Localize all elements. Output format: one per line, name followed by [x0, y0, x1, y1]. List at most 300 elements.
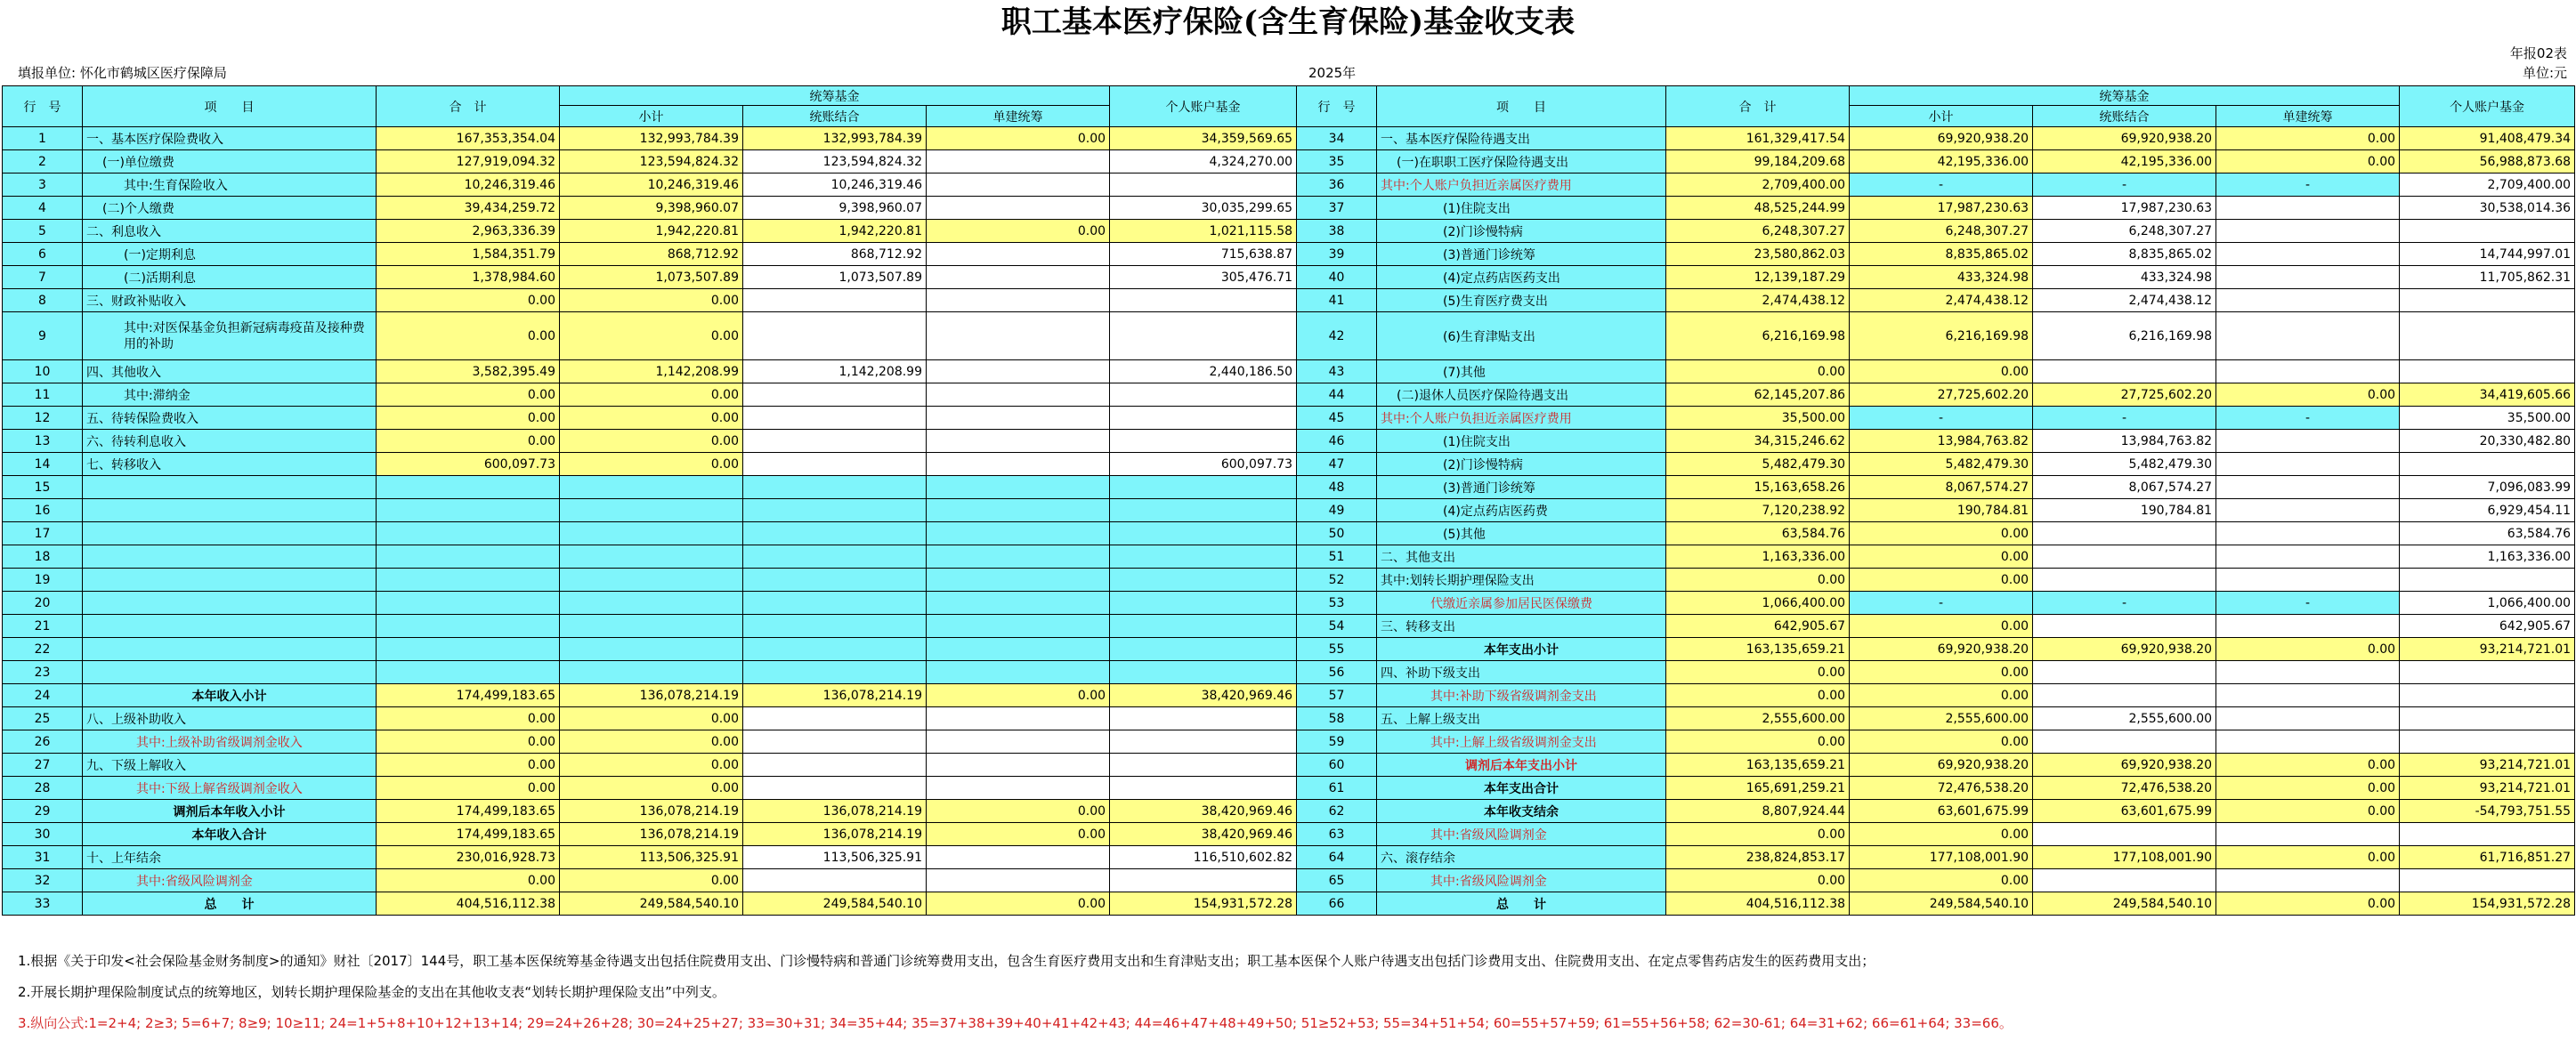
subtotal-cell[interactable]: 249,584,540.10 — [560, 892, 743, 916]
unified-cell[interactable]: 249,584,540.10 — [743, 892, 927, 916]
total-cell[interactable]: 0.00 — [377, 730, 560, 754]
row-number: 54 — [1297, 615, 1377, 638]
total-cell[interactable]: 127,919,094.32 — [377, 150, 560, 174]
subtotal-cell[interactable]: 69,920,938.20 — [1850, 638, 2033, 661]
total-cell[interactable]: 165,691,259.21 — [1666, 777, 1850, 800]
single-cell[interactable] — [927, 430, 1110, 453]
personal-cell[interactable]: 91,408,479.34 — [2400, 127, 2575, 150]
subtotal-cell[interactable]: 0.00 — [560, 754, 743, 777]
personal-cell[interactable] — [2400, 289, 2575, 312]
personal-cell[interactable] — [1110, 777, 1297, 800]
total-cell[interactable]: 12,139,187.29 — [1666, 266, 1850, 289]
subtotal-cell[interactable]: 10,246,319.46 — [560, 174, 743, 197]
row-number: 36 — [1297, 174, 1377, 197]
subtotal-cell[interactable]: 0.00 — [560, 707, 743, 730]
table-row — [3, 777, 2575, 800]
total-cell[interactable]: 63,584.76 — [1666, 522, 1850, 545]
single-cell[interactable] — [927, 754, 1110, 777]
subtotal-cell[interactable]: 6,216,169.98 — [1850, 312, 2033, 360]
single-cell[interactable] — [927, 846, 1110, 869]
personal-cell[interactable] — [2400, 707, 2575, 730]
personal-cell[interactable]: -54,793,751.55 — [2400, 800, 2575, 823]
total-cell[interactable]: 0.00 — [1666, 823, 1850, 846]
personal-cell[interactable]: 154,931,572.28 — [2400, 892, 2575, 916]
unified-cell — [743, 499, 927, 522]
single-cell[interactable] — [2216, 730, 2400, 754]
personal-cell[interactable]: 7,096,083.99 — [2400, 476, 2575, 499]
subtotal-cell[interactable]: 8,835,865.02 — [1850, 243, 2033, 266]
total-cell[interactable]: 10,246,319.46 — [377, 174, 560, 197]
personal-cell[interactable]: 6,929,454.11 — [2400, 499, 2575, 522]
single-cell[interactable] — [927, 243, 1110, 266]
personal-cell[interactable] — [2400, 730, 2575, 754]
total-cell — [377, 592, 560, 615]
single-cell — [927, 499, 1110, 522]
row-number: 33 — [3, 892, 83, 916]
total-cell[interactable]: 0.00 — [377, 383, 560, 407]
personal-cell[interactable]: 1,066,400.00 — [2400, 592, 2575, 615]
total-cell[interactable]: 1,066,400.00 — [1666, 592, 1850, 615]
personal-cell[interactable]: 20,330,482.80 — [2400, 430, 2575, 453]
personal-cell[interactable]: 2,440,186.50 — [1110, 360, 1297, 383]
subtotal-cell[interactable]: 63,601,675.99 — [1850, 800, 2033, 823]
unified-cell[interactable]: 123,594,824.32 — [743, 150, 927, 174]
single-cell[interactable]: 0.00 — [2216, 846, 2400, 869]
unified-cell[interactable]: 433,324.98 — [2033, 266, 2216, 289]
unified-cell[interactable] — [743, 289, 927, 312]
single-cell[interactable]: 0.00 — [2216, 777, 2400, 800]
unified-cell[interactable]: 69,920,938.20 — [2033, 638, 2216, 661]
single-cell[interactable] — [2216, 289, 2400, 312]
row-item-label: 二、利息收入 — [83, 220, 377, 243]
unified-cell[interactable] — [743, 312, 927, 360]
total-cell[interactable]: 1,378,984.60 — [377, 266, 560, 289]
total-cell[interactable]: 0.00 — [377, 289, 560, 312]
single-cell[interactable] — [2216, 360, 2400, 383]
subtotal-cell[interactable]: 0.00 — [1850, 360, 2033, 383]
unified-cell[interactable]: 113,506,325.91 — [743, 846, 927, 869]
subtotal-cell[interactable]: 5,482,479.30 — [1850, 453, 2033, 476]
single-cell[interactable] — [927, 360, 1110, 383]
subtotal-cell[interactable]: 0.00 — [1850, 522, 2033, 545]
personal-cell[interactable]: 38,420,969.46 — [1110, 823, 1297, 846]
personal-cell[interactable] — [2400, 453, 2575, 476]
total-cell[interactable]: 23,580,862.03 — [1666, 243, 1850, 266]
single-cell[interactable] — [2216, 243, 2400, 266]
single-cell[interactable] — [2216, 266, 2400, 289]
total-cell[interactable]: 0.00 — [1666, 661, 1850, 684]
total-cell[interactable]: 2,709,400.00 — [1666, 174, 1850, 197]
single-cell[interactable] — [927, 777, 1110, 800]
subtotal-cell[interactable]: 433,324.98 — [1850, 266, 2033, 289]
unified-cell[interactable]: 27,725,602.20 — [2033, 383, 2216, 407]
unified-cell[interactable] — [743, 869, 927, 892]
subtotal-cell[interactable]: 42,195,336.00 — [1850, 150, 2033, 174]
subtotal-cell[interactable]: 0.00 — [1850, 661, 2033, 684]
single-cell[interactable] — [2216, 220, 2400, 243]
single-cell[interactable] — [927, 174, 1110, 197]
unified-cell[interactable] — [743, 777, 927, 800]
unified-cell[interactable]: 5,482,479.30 — [2033, 453, 2216, 476]
personal-cell[interactable]: 2,709,400.00 — [2400, 174, 2575, 197]
single-cell[interactable] — [927, 730, 1110, 754]
single-cell[interactable] — [2216, 197, 2400, 220]
total-cell[interactable]: 0.00 — [1666, 569, 1850, 592]
single-cell[interactable]: 0.00 — [2216, 754, 2400, 777]
single-cell — [927, 661, 1110, 684]
subtotal-cell[interactable]: 249,584,540.10 — [1850, 892, 2033, 916]
total-cell[interactable]: 3,582,395.49 — [377, 360, 560, 383]
personal-cell[interactable]: 600,097.73 — [1110, 453, 1297, 476]
unified-cell[interactable] — [743, 453, 927, 476]
unified-cell[interactable]: 13,984,763.82 — [2033, 430, 2216, 453]
subtotal-cell[interactable]: 136,078,214.19 — [560, 800, 743, 823]
personal-cell[interactable] — [2400, 569, 2575, 592]
unified-cell[interactable]: 69,920,938.20 — [2033, 754, 2216, 777]
single-cell[interactable]: 0.00 — [927, 220, 1110, 243]
total-cell[interactable]: 238,824,853.17 — [1666, 846, 1850, 869]
subtotal-cell[interactable]: 9,398,960.07 — [560, 197, 743, 220]
total-cell[interactable]: 1,163,336.00 — [1666, 545, 1850, 569]
single-cell[interactable] — [927, 289, 1110, 312]
personal-cell[interactable]: 1,021,115.58 — [1110, 220, 1297, 243]
total-cell[interactable]: 163,135,659.21 — [1666, 754, 1850, 777]
unified-cell[interactable] — [2033, 522, 2216, 545]
single-cell[interactable]: 0.00 — [2216, 892, 2400, 916]
personal-cell[interactable]: 30,538,014.36 — [2400, 197, 2575, 220]
subtotal-cell: - — [1850, 592, 2033, 615]
personal-cell[interactable]: 1,163,336.00 — [2400, 545, 2575, 569]
subtotal-cell[interactable]: 190,784.81 — [1850, 499, 2033, 522]
personal-cell[interactable]: 56,988,873.68 — [2400, 150, 2575, 174]
personal-cell[interactable]: 93,214,721.01 — [2400, 754, 2575, 777]
subtotal-cell[interactable]: 0.00 — [1850, 615, 2033, 638]
single-cell[interactable] — [2216, 707, 2400, 730]
single-cell[interactable]: 0.00 — [927, 684, 1110, 707]
total-cell[interactable]: 99,184,209.68 — [1666, 150, 1850, 174]
total-cell[interactable]: 0.00 — [377, 754, 560, 777]
subtotal-cell[interactable]: 13,984,763.82 — [1850, 430, 2033, 453]
unified-cell[interactable]: 72,476,538.20 — [2033, 777, 2216, 800]
unified-cell[interactable] — [2033, 615, 2216, 638]
personal-cell[interactable] — [2400, 869, 2575, 892]
single-cell[interactable]: 0.00 — [2216, 638, 2400, 661]
single-cell[interactable]: 0.00 — [927, 892, 1110, 916]
unified-cell[interactable]: 42,195,336.00 — [2033, 150, 2216, 174]
unified-cell[interactable]: 868,712.92 — [743, 243, 927, 266]
subtotal-cell[interactable]: 0.00 — [560, 453, 743, 476]
total-cell[interactable]: 174,499,183.65 — [377, 684, 560, 707]
total-cell[interactable]: 0.00 — [377, 312, 560, 360]
subtotal-cell[interactable]: 136,078,214.19 — [560, 684, 743, 707]
single-cell[interactable]: 0.00 — [2216, 127, 2400, 150]
subtotal-cell[interactable]: 1,942,220.81 — [560, 220, 743, 243]
subtotal-cell[interactable]: 8,067,574.27 — [1850, 476, 2033, 499]
subtotal-cell[interactable]: 868,712.92 — [560, 243, 743, 266]
single-cell — [927, 522, 1110, 545]
total-cell[interactable]: 35,500.00 — [1666, 407, 1850, 430]
subtotal-cell[interactable]: 2,555,600.00 — [1850, 707, 2033, 730]
subtotal-cell[interactable]: 132,993,784.39 — [560, 127, 743, 150]
total-cell[interactable]: 2,963,336.39 — [377, 220, 560, 243]
single-cell[interactable] — [927, 266, 1110, 289]
personal-cell[interactable]: 14,744,997.01 — [2400, 243, 2575, 266]
personal-cell[interactable] — [1110, 730, 1297, 754]
total-cell[interactable]: 0.00 — [377, 430, 560, 453]
subtotal-cell[interactable]: 69,920,938.20 — [1850, 754, 2033, 777]
single-cell[interactable] — [927, 707, 1110, 730]
total-cell[interactable]: 163,135,659.21 — [1666, 638, 1850, 661]
personal-cell[interactable] — [1110, 407, 1297, 430]
total-cell[interactable]: 174,499,183.65 — [377, 823, 560, 846]
total-cell[interactable]: 1,584,351.79 — [377, 243, 560, 266]
unified-cell[interactable]: 17,987,230.63 — [2033, 197, 2216, 220]
total-cell[interactable]: 6,248,307.27 — [1666, 220, 1850, 243]
unified-cell[interactable] — [743, 383, 927, 407]
personal-cell[interactable] — [2400, 823, 2575, 846]
personal-cell[interactable] — [1110, 869, 1297, 892]
subtotal-cell[interactable]: 0.00 — [1850, 684, 2033, 707]
personal-cell[interactable]: 38,420,969.46 — [1110, 684, 1297, 707]
total-cell[interactable]: 230,016,928.73 — [377, 846, 560, 869]
single-cell[interactable] — [2216, 312, 2400, 360]
personal-cell[interactable]: 154,931,572.28 — [1110, 892, 1297, 916]
personal-cell[interactable]: 305,476.71 — [1110, 266, 1297, 289]
total-cell[interactable]: 174,499,183.65 — [377, 800, 560, 823]
total-cell[interactable]: 161,329,417.54 — [1666, 127, 1850, 150]
unified-cell[interactable]: 1,942,220.81 — [743, 220, 927, 243]
unified-cell[interactable]: 63,601,675.99 — [2033, 800, 2216, 823]
single-cell[interactable] — [2216, 476, 2400, 499]
single-cell[interactable] — [927, 383, 1110, 407]
subtotal-cell[interactable]: 0.00 — [560, 869, 743, 892]
unified-cell[interactable] — [743, 430, 927, 453]
single-cell — [927, 592, 1110, 615]
single-cell[interactable]: 0.00 — [2216, 383, 2400, 407]
unified-cell[interactable]: 9,398,960.07 — [743, 197, 927, 220]
personal-cell[interactable] — [2400, 220, 2575, 243]
single-cell[interactable] — [2216, 569, 2400, 592]
single-cell[interactable] — [927, 197, 1110, 220]
personal-cell[interactable]: 38,420,969.46 — [1110, 800, 1297, 823]
unified-cell[interactable]: 136,078,214.19 — [743, 684, 927, 707]
single-cell[interactable] — [927, 312, 1110, 360]
personal-cell[interactable]: 30,035,299.65 — [1110, 197, 1297, 220]
unified-cell[interactable]: 69,920,938.20 — [2033, 127, 2216, 150]
unified-cell[interactable] — [2033, 730, 2216, 754]
unified-cell[interactable]: 8,067,574.27 — [2033, 476, 2216, 499]
total-cell[interactable]: 2,555,600.00 — [1666, 707, 1850, 730]
total-cell[interactable]: 167,353,354.04 — [377, 127, 560, 150]
row-item-label: 四、其他收入 — [83, 360, 377, 383]
single-cell[interactable] — [2216, 430, 2400, 453]
subtotal-cell[interactable]: 0.00 — [1850, 545, 2033, 569]
single-cell[interactable]: 0.00 — [927, 823, 1110, 846]
single-cell[interactable]: 0.00 — [927, 127, 1110, 150]
total-cell[interactable]: 404,516,112.38 — [377, 892, 560, 916]
single-cell[interactable] — [2216, 453, 2400, 476]
subtotal-cell[interactable]: 69,920,938.20 — [1850, 127, 2033, 150]
personal-cell[interactable] — [1110, 754, 1297, 777]
total-cell[interactable]: 0.00 — [377, 777, 560, 800]
unified-cell[interactable]: 8,835,865.02 — [2033, 243, 2216, 266]
unified-cell[interactable] — [2033, 360, 2216, 383]
subtotal-cell[interactable]: 0.00 — [560, 289, 743, 312]
total-cell[interactable]: 5,482,479.30 — [1666, 453, 1850, 476]
row-item-label: 本年支出合计 — [1377, 777, 1666, 800]
row-number: 47 — [1297, 453, 1377, 476]
personal-cell[interactable]: 642,905.67 — [2400, 615, 2575, 638]
unified-cell[interactable]: 190,784.81 — [2033, 499, 2216, 522]
unified-cell[interactable] — [743, 754, 927, 777]
unified-cell[interactable]: 1,142,208.99 — [743, 360, 927, 383]
unified-cell[interactable] — [743, 730, 927, 754]
single-cell[interactable]: 0.00 — [2216, 150, 2400, 174]
single-cell[interactable] — [2216, 522, 2400, 545]
single-cell[interactable]: 0.00 — [927, 800, 1110, 823]
total-cell[interactable]: 15,163,658.26 — [1666, 476, 1850, 499]
personal-cell[interactable]: 61,716,851.27 — [2400, 846, 2575, 869]
subtotal-cell[interactable]: 17,987,230.63 — [1850, 197, 2033, 220]
total-cell[interactable]: 6,216,169.98 — [1666, 312, 1850, 360]
total-cell[interactable]: 600,097.73 — [377, 453, 560, 476]
row-number: 65 — [1297, 869, 1377, 892]
single-cell[interactable] — [2216, 615, 2400, 638]
total-cell[interactable]: 642,905.67 — [1666, 615, 1850, 638]
unified-cell[interactable] — [2033, 661, 2216, 684]
personal-cell[interactable] — [2400, 360, 2575, 383]
subtotal-cell[interactable]: 0.00 — [560, 777, 743, 800]
unified-cell[interactable]: 2,555,600.00 — [2033, 707, 2216, 730]
single-cell[interactable] — [2216, 545, 2400, 569]
subtotal-cell — [560, 592, 743, 615]
subtotal-cell[interactable]: 0.00 — [560, 312, 743, 360]
unified-cell[interactable]: 177,108,001.90 — [2033, 846, 2216, 869]
personal-cell[interactable]: 93,214,721.01 — [2400, 777, 2575, 800]
personal-cell[interactable] — [1110, 289, 1297, 312]
single-cell[interactable] — [927, 407, 1110, 430]
subtotal-cell[interactable]: 72,476,538.20 — [1850, 777, 2033, 800]
personal-cell[interactable]: 93,214,721.01 — [2400, 638, 2575, 661]
personal-cell[interactable] — [2400, 684, 2575, 707]
unified-cell[interactable] — [743, 707, 927, 730]
single-cell[interactable] — [2216, 823, 2400, 846]
unified-cell[interactable]: 2,474,438.12 — [2033, 289, 2216, 312]
unified-cell[interactable]: 6,248,307.27 — [2033, 220, 2216, 243]
personal-cell[interactable] — [2400, 661, 2575, 684]
single-cell[interactable] — [927, 150, 1110, 174]
subtotal-cell[interactable]: 0.00 — [560, 383, 743, 407]
personal-cell[interactable] — [1110, 430, 1297, 453]
subtotal-cell[interactable]: 0.00 — [560, 430, 743, 453]
total-cell[interactable]: 7,120,238.92 — [1666, 499, 1850, 522]
total-cell[interactable]: 8,807,924.44 — [1666, 800, 1850, 823]
personal-cell[interactable]: 715,638.87 — [1110, 243, 1297, 266]
subtotal-cell[interactable]: 136,078,214.19 — [560, 823, 743, 846]
row-item-label: 本年收入合计 — [83, 823, 377, 846]
subtotal-cell[interactable]: 1,142,208.99 — [560, 360, 743, 383]
subtotal-cell[interactable]: 0.00 — [560, 730, 743, 754]
total-cell[interactable]: 0.00 — [1666, 869, 1850, 892]
unified-cell[interactable] — [743, 407, 927, 430]
personal-cell[interactable]: 11,705,862.31 — [2400, 266, 2575, 289]
unified-cell[interactable] — [2033, 869, 2216, 892]
subtotal-cell[interactable]: 0.00 — [560, 407, 743, 430]
unified-cell[interactable]: 132,993,784.39 — [743, 127, 927, 150]
single-cell[interactable] — [2216, 499, 2400, 522]
total-cell[interactable]: 0.00 — [377, 407, 560, 430]
single-cell[interactable] — [927, 869, 1110, 892]
single-cell[interactable]: 0.00 — [2216, 800, 2400, 823]
row-item-label: 其中:滞纳金 — [83, 383, 377, 407]
row-item-label: 一、基本医疗保险费收入 — [83, 127, 377, 150]
personal-cell[interactable]: 116,510,602.82 — [1110, 846, 1297, 869]
total-cell[interactable]: 0.00 — [1666, 684, 1850, 707]
personal-cell[interactable] — [1110, 383, 1297, 407]
total-cell[interactable]: 62,145,207.86 — [1666, 383, 1850, 407]
subtotal-cell[interactable]: 0.00 — [1850, 869, 2033, 892]
personal-cell[interactable]: 34,419,605.66 — [2400, 383, 2575, 407]
unified-cell[interactable]: 136,078,214.19 — [743, 823, 927, 846]
single-cell[interactable] — [2216, 869, 2400, 892]
single-cell[interactable] — [2216, 684, 2400, 707]
total-cell[interactable]: 34,315,246.62 — [1666, 430, 1850, 453]
unified-cell[interactable] — [2033, 684, 2216, 707]
subtotal-cell[interactable]: 1,073,507.89 — [560, 266, 743, 289]
personal-cell[interactable]: 34,359,569.65 — [1110, 127, 1297, 150]
single-cell[interactable] — [927, 453, 1110, 476]
single-cell[interactable] — [2216, 661, 2400, 684]
personal-cell[interactable] — [1110, 174, 1297, 197]
personal-cell[interactable] — [2400, 312, 2575, 360]
unified-cell[interactable]: 6,216,169.98 — [2033, 312, 2216, 360]
table-row — [3, 869, 2575, 892]
total-cell[interactable]: 39,434,259.72 — [377, 197, 560, 220]
unified-cell[interactable]: 249,584,540.10 — [2033, 892, 2216, 916]
single-cell — [927, 638, 1110, 661]
personal-cell[interactable]: 35,500.00 — [2400, 407, 2575, 430]
unified-cell[interactable] — [2033, 545, 2216, 569]
total-cell[interactable]: 404,516,112.38 — [1666, 892, 1850, 916]
row-item-label: (5)其他 — [1377, 522, 1666, 545]
unified-cell[interactable] — [2033, 823, 2216, 846]
subtotal-cell[interactable]: 123,594,824.32 — [560, 150, 743, 174]
personal-cell[interactable] — [1110, 707, 1297, 730]
total-cell[interactable]: 2,474,438.12 — [1666, 289, 1850, 312]
subtotal-cell[interactable]: 0.00 — [1850, 730, 2033, 754]
total-cell[interactable]: 0.00 — [377, 707, 560, 730]
subtotal-cell[interactable]: 2,474,438.12 — [1850, 289, 2033, 312]
total-cell[interactable]: 0.00 — [1666, 360, 1850, 383]
subtotal-cell[interactable]: 177,108,001.90 — [1850, 846, 2033, 869]
personal-cell[interactable]: 63,584.76 — [2400, 522, 2575, 545]
total-cell[interactable]: 48,525,244.99 — [1666, 197, 1850, 220]
unified-cell[interactable] — [2033, 569, 2216, 592]
total-cell[interactable]: 0.00 — [377, 869, 560, 892]
subtotal-cell[interactable]: 113,506,325.91 — [560, 846, 743, 869]
subtotal-cell[interactable]: 0.00 — [1850, 569, 2033, 592]
subtotal-cell[interactable]: 6,248,307.27 — [1850, 220, 2033, 243]
unified-cell[interactable]: 136,078,214.19 — [743, 800, 927, 823]
total-cell[interactable]: 0.00 — [1666, 730, 1850, 754]
personal-cell[interactable]: 4,324,270.00 — [1110, 150, 1297, 174]
row-number: 31 — [3, 846, 83, 869]
unified-cell[interactable]: 10,246,319.46 — [743, 174, 927, 197]
subtotal-cell[interactable]: 0.00 — [1850, 823, 2033, 846]
personal-cell[interactable] — [1110, 312, 1297, 360]
unified-cell[interactable]: 1,073,507.89 — [743, 266, 927, 289]
subtotal-cell[interactable]: 27,725,602.20 — [1850, 383, 2033, 407]
